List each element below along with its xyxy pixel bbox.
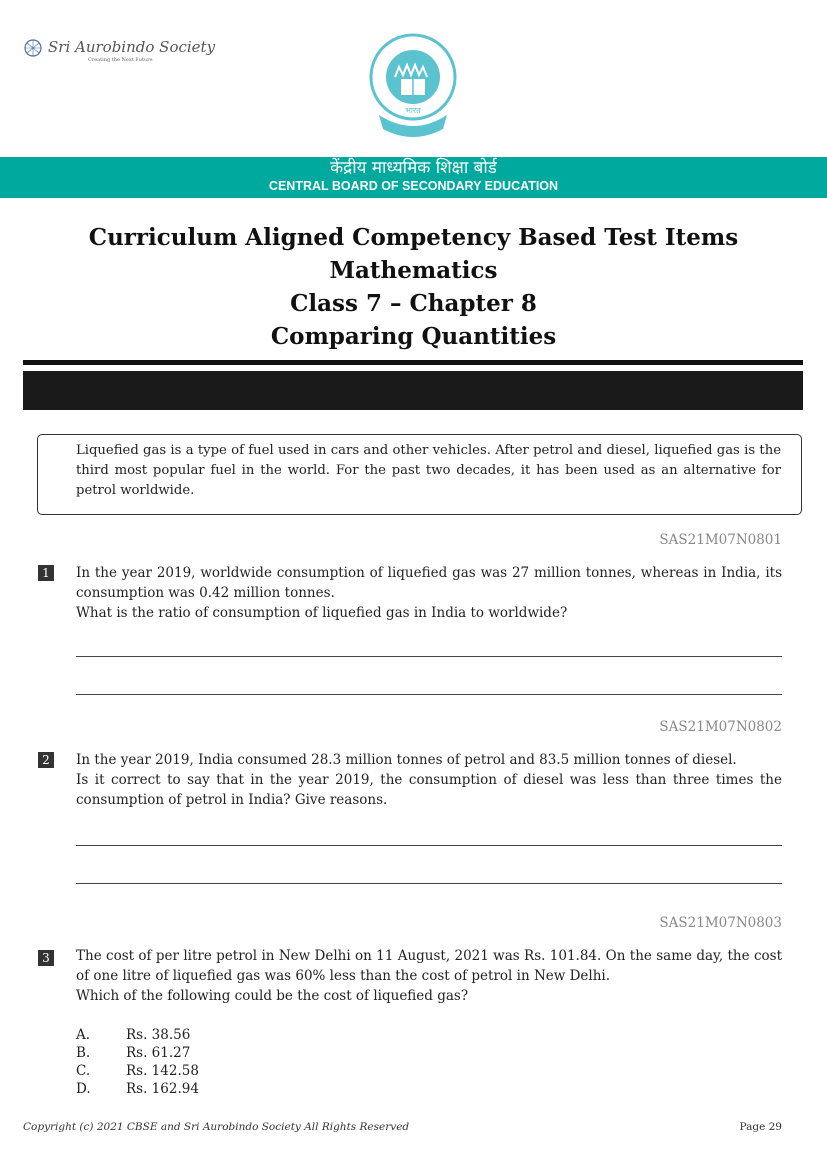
option-label: D. bbox=[76, 1081, 91, 1097]
option-label: A. bbox=[76, 1027, 91, 1043]
option-text: Rs. 142.58 bbox=[126, 1063, 199, 1079]
question-line: In the year 2019, worldwide consumption of liquefied gas was 27 million tonnes, whereas in India, its consumption was 0.42 million tonnes. bbox=[76, 565, 782, 601]
sri-aurobindo-society-logo bbox=[22, 38, 216, 63]
option-label: C. bbox=[76, 1063, 91, 1079]
chapter-name-title: Comparing Quantities bbox=[270, 323, 557, 350]
question-number: 1 bbox=[38, 565, 54, 581]
sas-logo-name: Sri Aurobindo Society bbox=[48, 38, 216, 56]
question-code: SAS21M07N0801 bbox=[659, 532, 782, 548]
option-label: B. bbox=[76, 1045, 91, 1061]
option-text: Rs. 162.94 bbox=[126, 1081, 199, 1097]
band-english-title: CENTRAL BOARD OF SECONDARY EDUCATION bbox=[268, 179, 559, 193]
subject-title: Mathematics bbox=[329, 257, 498, 284]
question-line: Is it correct to say that in the year 2019, the consumption of diesel was less than three times the consumption of petrol in India? Give reasons. bbox=[76, 772, 782, 808]
document-titles bbox=[0, 221, 827, 353]
class-chapter-title: Class 7 – Chapter 8 bbox=[290, 290, 537, 317]
title-line: Curriculum Aligned Competency Based Test Items bbox=[88, 224, 739, 251]
question-number: 2 bbox=[38, 752, 54, 768]
band-hindi-title: केंद्रीय माध्यमिक शिक्षा बोर्ड bbox=[330, 158, 497, 178]
page-number: Page 29 bbox=[739, 1121, 782, 1133]
answer-line[interactable] bbox=[76, 656, 782, 657]
question-line: What is the ratio of consumption of liquefied gas in India to worldwide? bbox=[76, 605, 568, 621]
cbse-header-band bbox=[0, 157, 827, 198]
option-text: Rs. 38.56 bbox=[126, 1027, 191, 1043]
option-a[interactable] bbox=[76, 1027, 190, 1044]
seal-text: भारत bbox=[405, 106, 421, 115]
question-line: In the year 2019, India consumed 28.3 million tonnes of petrol and 83.5 million tonnes of diesel. bbox=[76, 752, 737, 768]
question-code: SAS21M07N0803 bbox=[659, 915, 782, 931]
option-text: Rs. 61.27 bbox=[126, 1045, 191, 1061]
copyright-footer: Copyright (c) 2021 CBSE and Sri Aurobindo Society All Rights Reserved bbox=[23, 1121, 410, 1133]
cbse-seal-logo bbox=[365, 33, 461, 141]
question-line: Which of the following could be the cost of liquefied gas? bbox=[76, 988, 469, 1004]
question-text bbox=[76, 750, 782, 810]
option-b[interactable] bbox=[76, 1045, 190, 1062]
globe-icon bbox=[22, 38, 44, 58]
divider-rule bbox=[23, 360, 803, 365]
passage-box: Liquefied gas is a type of fuel used in cars and other vehicles. After petrol and diesel, liquefied gas is the third most popular fuel in the world. For the past two decades, it has been used as an alternative for petrol worldwide. bbox=[37, 434, 802, 515]
answer-line[interactable] bbox=[76, 883, 782, 884]
sas-logo-tagline: Creating the Next Future bbox=[88, 57, 153, 63]
option-c[interactable] bbox=[76, 1063, 199, 1080]
option-d[interactable] bbox=[76, 1081, 199, 1098]
answer-line[interactable] bbox=[76, 694, 782, 695]
question-line: The cost of per litre petrol in New Delhi on 11 August, 2021 was Rs. 101.84. On the same day, the cost of one litre of liquefied gas was 60% less than the cost of petrol in New Delhi. bbox=[76, 948, 782, 984]
answer-line[interactable] bbox=[76, 845, 782, 846]
question-number: 3 bbox=[38, 950, 54, 966]
black-banner-bar bbox=[23, 371, 803, 410]
question-text bbox=[76, 946, 782, 1006]
question-code: SAS21M07N0802 bbox=[659, 719, 782, 735]
question-text bbox=[76, 563, 782, 623]
